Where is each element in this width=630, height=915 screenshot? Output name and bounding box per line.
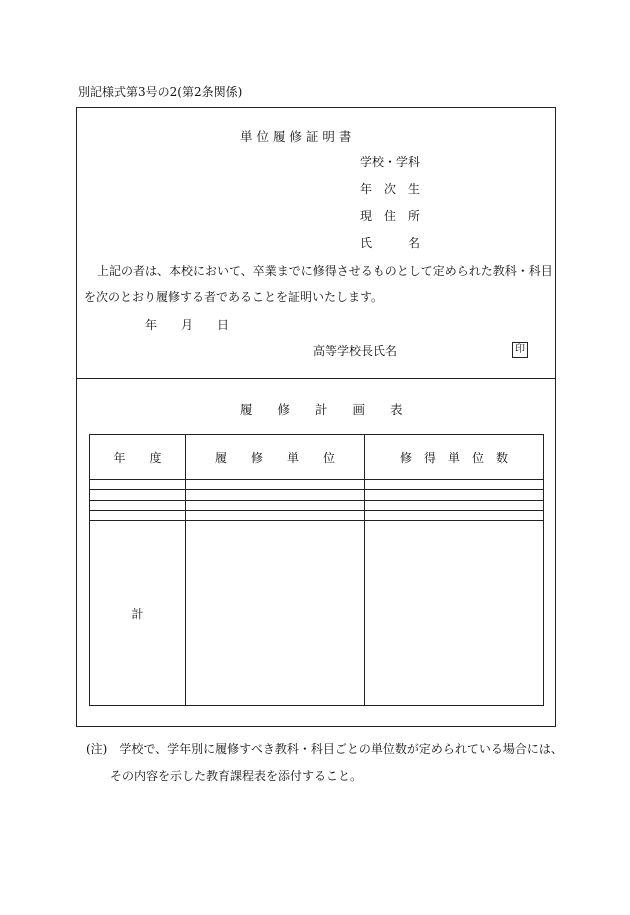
table-cell <box>90 490 186 500</box>
plan-title: 履 修 計 画 表 <box>240 402 403 417</box>
label-address: 現 住 所 <box>360 209 421 223</box>
certificate-title: 単 位 履 修 証 明 書 <box>240 129 352 144</box>
table-cell <box>365 480 544 490</box>
seal-mark: 印 <box>512 342 528 358</box>
total-label: 計 <box>90 521 186 706</box>
table-cell <box>365 490 544 500</box>
certificate-body-line1: 上記の者は、本校において、卒業までに修得させるものとして定められた教科・科目 <box>97 264 553 278</box>
note-line2: その内容を示した教育課程表を添付すること。 <box>110 769 363 783</box>
date-line: 年 月 日 <box>145 318 230 332</box>
table-row <box>90 510 544 520</box>
table-cell <box>90 480 186 490</box>
table-cell <box>90 500 186 510</box>
label-school-subject: 学校・学科 <box>360 155 421 169</box>
table-cell <box>365 510 544 520</box>
header-credits-enrolled: 履 修 単 位 <box>186 435 365 480</box>
section-divider <box>76 378 556 379</box>
plan-table-header-row <box>90 435 544 480</box>
table-row <box>90 500 544 510</box>
principal-name-label: 高等学校長氏名 <box>313 344 398 358</box>
table-cell <box>186 500 365 510</box>
table-cell <box>186 510 365 520</box>
certificate-body-line2: を次のとおり履修する者であることを証明いたします。 <box>84 290 384 304</box>
header-credits-earned: 修 得 単 位 数 <box>365 435 544 480</box>
table-cell <box>90 510 186 520</box>
plan-table <box>89 434 544 706</box>
label-name: 氏 名 <box>360 236 421 250</box>
note-line1: (注) 学校で、学年別に履修すべき教科・科目ごとの単位数が定められている場合には、 <box>86 742 563 756</box>
table-cell <box>186 521 365 706</box>
form-reference: 別記様式第3号の2(第2条関係) <box>78 85 243 99</box>
table-row <box>90 490 544 500</box>
table-row <box>90 480 544 490</box>
header-year: 年 度 <box>90 435 186 480</box>
table-cell <box>186 490 365 500</box>
label-year-grade: 年 次 生 <box>360 182 421 196</box>
table-cell <box>365 521 544 706</box>
table-cell <box>186 480 365 490</box>
total-row <box>90 521 544 706</box>
table-cell <box>365 500 544 510</box>
